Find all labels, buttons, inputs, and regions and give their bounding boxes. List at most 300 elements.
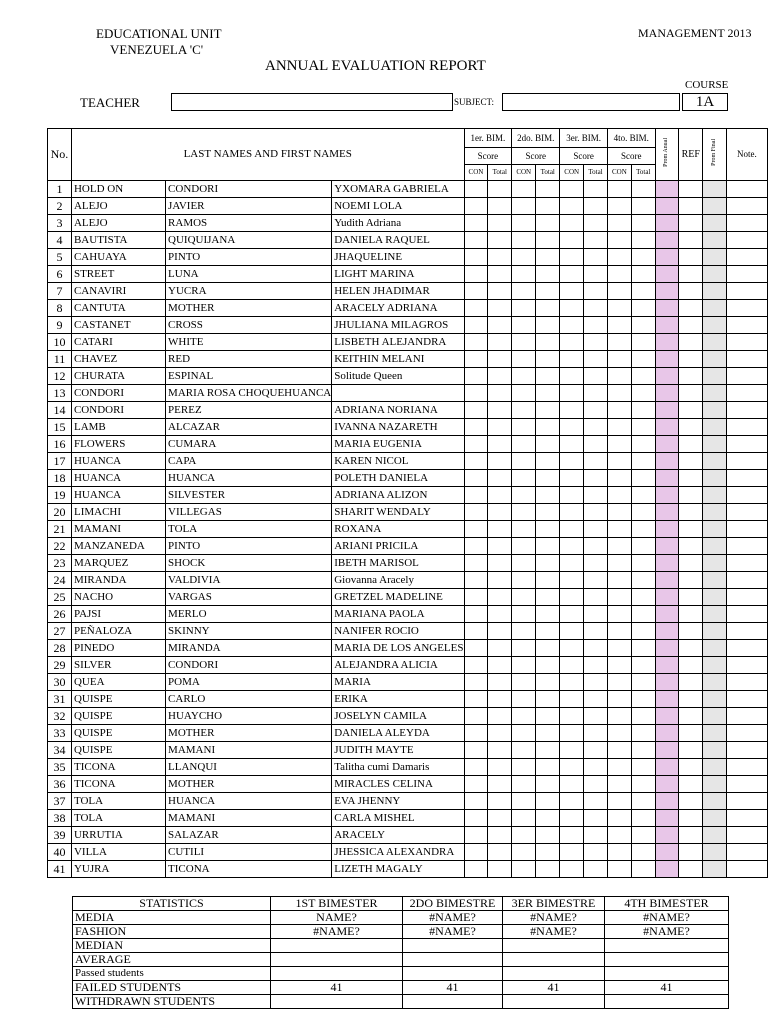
score-cell[interactable] bbox=[512, 691, 536, 708]
ref-cell[interactable] bbox=[679, 215, 703, 232]
score-cell[interactable] bbox=[607, 844, 631, 861]
score-cell[interactable] bbox=[584, 487, 608, 504]
prom-annual-cell[interactable] bbox=[655, 606, 679, 623]
score-cell[interactable] bbox=[464, 232, 488, 249]
prom-annual-cell[interactable] bbox=[655, 504, 679, 521]
score-cell[interactable] bbox=[536, 572, 560, 589]
score-cell[interactable] bbox=[584, 419, 608, 436]
score-cell[interactable] bbox=[536, 810, 560, 827]
score-cell[interactable] bbox=[631, 623, 655, 640]
prom-final-cell[interactable] bbox=[703, 691, 727, 708]
score-cell[interactable] bbox=[488, 844, 512, 861]
prom-final-cell[interactable] bbox=[703, 385, 727, 402]
score-cell[interactable] bbox=[607, 368, 631, 385]
score-cell[interactable] bbox=[560, 521, 584, 538]
score-cell[interactable] bbox=[560, 725, 584, 742]
score-cell[interactable] bbox=[512, 623, 536, 640]
score-cell[interactable] bbox=[464, 198, 488, 215]
score-cell[interactable] bbox=[560, 487, 584, 504]
score-cell[interactable] bbox=[512, 589, 536, 606]
score-cell[interactable] bbox=[488, 266, 512, 283]
score-cell[interactable] bbox=[512, 266, 536, 283]
score-cell[interactable] bbox=[584, 249, 608, 266]
score-cell[interactable] bbox=[488, 742, 512, 759]
score-cell[interactable] bbox=[607, 759, 631, 776]
prom-final-cell[interactable] bbox=[703, 436, 727, 453]
score-cell[interactable] bbox=[512, 810, 536, 827]
prom-final-cell[interactable] bbox=[703, 538, 727, 555]
prom-annual-cell[interactable] bbox=[655, 844, 679, 861]
prom-final-cell[interactable] bbox=[703, 419, 727, 436]
score-cell[interactable] bbox=[607, 198, 631, 215]
prom-annual-cell[interactable] bbox=[655, 640, 679, 657]
note-cell[interactable] bbox=[726, 861, 767, 878]
score-cell[interactable] bbox=[512, 640, 536, 657]
prom-final-cell[interactable] bbox=[703, 844, 727, 861]
course-field[interactable]: 1A bbox=[682, 93, 728, 111]
score-cell[interactable] bbox=[607, 249, 631, 266]
note-cell[interactable] bbox=[726, 844, 767, 861]
score-cell[interactable] bbox=[464, 810, 488, 827]
score-cell[interactable] bbox=[488, 419, 512, 436]
score-cell[interactable] bbox=[607, 674, 631, 691]
ref-cell[interactable] bbox=[679, 300, 703, 317]
prom-final-cell[interactable] bbox=[703, 453, 727, 470]
score-cell[interactable] bbox=[488, 827, 512, 844]
score-cell[interactable] bbox=[631, 368, 655, 385]
score-cell[interactable] bbox=[464, 283, 488, 300]
note-cell[interactable] bbox=[726, 266, 767, 283]
score-cell[interactable] bbox=[536, 742, 560, 759]
score-cell[interactable] bbox=[512, 487, 536, 504]
score-cell[interactable] bbox=[631, 419, 655, 436]
score-cell[interactable] bbox=[560, 640, 584, 657]
score-cell[interactable] bbox=[536, 181, 560, 198]
score-cell[interactable] bbox=[464, 555, 488, 572]
prom-annual-cell[interactable] bbox=[655, 266, 679, 283]
score-cell[interactable] bbox=[536, 861, 560, 878]
prom-annual-cell[interactable] bbox=[655, 198, 679, 215]
note-cell[interactable] bbox=[726, 657, 767, 674]
score-cell[interactable] bbox=[512, 742, 536, 759]
ref-cell[interactable] bbox=[679, 334, 703, 351]
ref-cell[interactable] bbox=[679, 419, 703, 436]
score-cell[interactable] bbox=[584, 402, 608, 419]
score-cell[interactable] bbox=[560, 470, 584, 487]
score-cell[interactable] bbox=[584, 606, 608, 623]
score-cell[interactable] bbox=[607, 521, 631, 538]
score-cell[interactable] bbox=[631, 436, 655, 453]
score-cell[interactable] bbox=[560, 742, 584, 759]
score-cell[interactable] bbox=[607, 708, 631, 725]
score-cell[interactable] bbox=[560, 810, 584, 827]
score-cell[interactable] bbox=[512, 725, 536, 742]
score-cell[interactable] bbox=[464, 725, 488, 742]
score-cell[interactable] bbox=[464, 657, 488, 674]
score-cell[interactable] bbox=[512, 827, 536, 844]
score-cell[interactable] bbox=[536, 623, 560, 640]
prom-final-cell[interactable] bbox=[703, 283, 727, 300]
prom-final-cell[interactable] bbox=[703, 368, 727, 385]
score-cell[interactable] bbox=[464, 538, 488, 555]
score-cell[interactable] bbox=[536, 691, 560, 708]
score-cell[interactable] bbox=[512, 470, 536, 487]
ref-cell[interactable] bbox=[679, 487, 703, 504]
score-cell[interactable] bbox=[584, 793, 608, 810]
score-cell[interactable] bbox=[512, 572, 536, 589]
score-cell[interactable] bbox=[536, 555, 560, 572]
score-cell[interactable] bbox=[584, 181, 608, 198]
ref-cell[interactable] bbox=[679, 742, 703, 759]
score-cell[interactable] bbox=[584, 691, 608, 708]
score-cell[interactable] bbox=[607, 793, 631, 810]
score-cell[interactable] bbox=[631, 232, 655, 249]
score-cell[interactable] bbox=[631, 266, 655, 283]
score-cell[interactable] bbox=[536, 385, 560, 402]
note-cell[interactable] bbox=[726, 300, 767, 317]
score-cell[interactable] bbox=[584, 317, 608, 334]
score-cell[interactable] bbox=[536, 266, 560, 283]
prom-final-cell[interactable] bbox=[703, 470, 727, 487]
score-cell[interactable] bbox=[560, 623, 584, 640]
note-cell[interactable] bbox=[726, 317, 767, 334]
score-cell[interactable] bbox=[536, 793, 560, 810]
score-cell[interactable] bbox=[536, 368, 560, 385]
score-cell[interactable] bbox=[512, 504, 536, 521]
score-cell[interactable] bbox=[560, 606, 584, 623]
score-cell[interactable] bbox=[631, 249, 655, 266]
score-cell[interactable] bbox=[488, 538, 512, 555]
note-cell[interactable] bbox=[726, 198, 767, 215]
score-cell[interactable] bbox=[488, 283, 512, 300]
score-cell[interactable] bbox=[607, 215, 631, 232]
score-cell[interactable] bbox=[560, 300, 584, 317]
score-cell[interactable] bbox=[607, 266, 631, 283]
score-cell[interactable] bbox=[512, 844, 536, 861]
score-cell[interactable] bbox=[584, 708, 608, 725]
score-cell[interactable] bbox=[464, 623, 488, 640]
ref-cell[interactable] bbox=[679, 691, 703, 708]
note-cell[interactable] bbox=[726, 215, 767, 232]
score-cell[interactable] bbox=[607, 300, 631, 317]
score-cell[interactable] bbox=[631, 402, 655, 419]
ref-cell[interactable] bbox=[679, 810, 703, 827]
score-cell[interactable] bbox=[560, 181, 584, 198]
score-cell[interactable] bbox=[488, 300, 512, 317]
note-cell[interactable] bbox=[726, 487, 767, 504]
note-cell[interactable] bbox=[726, 453, 767, 470]
score-cell[interactable] bbox=[488, 776, 512, 793]
note-cell[interactable] bbox=[726, 419, 767, 436]
prom-final-cell[interactable] bbox=[703, 555, 727, 572]
score-cell[interactable] bbox=[536, 351, 560, 368]
score-cell[interactable] bbox=[464, 572, 488, 589]
ref-cell[interactable] bbox=[679, 402, 703, 419]
score-cell[interactable] bbox=[560, 351, 584, 368]
score-cell[interactable] bbox=[464, 521, 488, 538]
score-cell[interactable] bbox=[512, 283, 536, 300]
score-cell[interactable] bbox=[464, 419, 488, 436]
score-cell[interactable] bbox=[560, 283, 584, 300]
prom-annual-cell[interactable] bbox=[655, 181, 679, 198]
ref-cell[interactable] bbox=[679, 283, 703, 300]
note-cell[interactable] bbox=[726, 691, 767, 708]
score-cell[interactable] bbox=[488, 555, 512, 572]
prom-annual-cell[interactable] bbox=[655, 589, 679, 606]
prom-final-cell[interactable] bbox=[703, 521, 727, 538]
score-cell[interactable] bbox=[607, 181, 631, 198]
score-cell[interactable] bbox=[512, 317, 536, 334]
score-cell[interactable] bbox=[464, 402, 488, 419]
note-cell[interactable] bbox=[726, 521, 767, 538]
score-cell[interactable] bbox=[607, 606, 631, 623]
note-cell[interactable] bbox=[726, 810, 767, 827]
score-cell[interactable] bbox=[512, 521, 536, 538]
prom-final-cell[interactable] bbox=[703, 742, 727, 759]
prom-final-cell[interactable] bbox=[703, 181, 727, 198]
ref-cell[interactable] bbox=[679, 198, 703, 215]
score-cell[interactable] bbox=[464, 759, 488, 776]
score-cell[interactable] bbox=[512, 419, 536, 436]
prom-annual-cell[interactable] bbox=[655, 827, 679, 844]
score-cell[interactable] bbox=[464, 776, 488, 793]
note-cell[interactable] bbox=[726, 827, 767, 844]
score-cell[interactable] bbox=[512, 249, 536, 266]
score-cell[interactable] bbox=[536, 521, 560, 538]
score-cell[interactable] bbox=[560, 334, 584, 351]
score-cell[interactable] bbox=[631, 674, 655, 691]
ref-cell[interactable] bbox=[679, 436, 703, 453]
score-cell[interactable] bbox=[584, 368, 608, 385]
teacher-field[interactable] bbox=[171, 93, 453, 111]
prom-annual-cell[interactable] bbox=[655, 555, 679, 572]
ref-cell[interactable] bbox=[679, 181, 703, 198]
note-cell[interactable] bbox=[726, 606, 767, 623]
prom-final-cell[interactable] bbox=[703, 351, 727, 368]
score-cell[interactable] bbox=[584, 844, 608, 861]
score-cell[interactable] bbox=[488, 334, 512, 351]
score-cell[interactable] bbox=[631, 538, 655, 555]
score-cell[interactable] bbox=[488, 351, 512, 368]
note-cell[interactable] bbox=[726, 385, 767, 402]
score-cell[interactable] bbox=[631, 385, 655, 402]
prom-annual-cell[interactable] bbox=[655, 215, 679, 232]
score-cell[interactable] bbox=[464, 215, 488, 232]
prom-annual-cell[interactable] bbox=[655, 453, 679, 470]
score-cell[interactable] bbox=[512, 368, 536, 385]
score-cell[interactable] bbox=[512, 300, 536, 317]
score-cell[interactable] bbox=[488, 810, 512, 827]
score-cell[interactable] bbox=[488, 215, 512, 232]
score-cell[interactable] bbox=[560, 368, 584, 385]
score-cell[interactable] bbox=[584, 674, 608, 691]
score-cell[interactable] bbox=[584, 555, 608, 572]
score-cell[interactable] bbox=[631, 589, 655, 606]
prom-final-cell[interactable] bbox=[703, 674, 727, 691]
score-cell[interactable] bbox=[607, 589, 631, 606]
score-cell[interactable] bbox=[512, 351, 536, 368]
score-cell[interactable] bbox=[560, 555, 584, 572]
score-cell[interactable] bbox=[488, 623, 512, 640]
score-cell[interactable] bbox=[488, 453, 512, 470]
score-cell[interactable] bbox=[631, 861, 655, 878]
score-cell[interactable] bbox=[560, 844, 584, 861]
ref-cell[interactable] bbox=[679, 827, 703, 844]
score-cell[interactable] bbox=[560, 759, 584, 776]
score-cell[interactable] bbox=[607, 810, 631, 827]
score-cell[interactable] bbox=[536, 640, 560, 657]
score-cell[interactable] bbox=[488, 249, 512, 266]
prom-final-cell[interactable] bbox=[703, 827, 727, 844]
prom-annual-cell[interactable] bbox=[655, 436, 679, 453]
score-cell[interactable] bbox=[631, 725, 655, 742]
score-cell[interactable] bbox=[512, 861, 536, 878]
score-cell[interactable] bbox=[607, 470, 631, 487]
score-cell[interactable] bbox=[536, 470, 560, 487]
prom-annual-cell[interactable] bbox=[655, 657, 679, 674]
score-cell[interactable] bbox=[488, 521, 512, 538]
score-cell[interactable] bbox=[631, 708, 655, 725]
prom-annual-cell[interactable] bbox=[655, 402, 679, 419]
score-cell[interactable] bbox=[584, 759, 608, 776]
score-cell[interactable] bbox=[464, 351, 488, 368]
score-cell[interactable] bbox=[488, 232, 512, 249]
score-cell[interactable] bbox=[584, 334, 608, 351]
score-cell[interactable] bbox=[607, 283, 631, 300]
score-cell[interactable] bbox=[464, 793, 488, 810]
score-cell[interactable] bbox=[560, 674, 584, 691]
score-cell[interactable] bbox=[512, 232, 536, 249]
score-cell[interactable] bbox=[584, 640, 608, 657]
score-cell[interactable] bbox=[607, 827, 631, 844]
score-cell[interactable] bbox=[584, 232, 608, 249]
prom-final-cell[interactable] bbox=[703, 725, 727, 742]
score-cell[interactable] bbox=[512, 436, 536, 453]
prom-final-cell[interactable] bbox=[703, 504, 727, 521]
prom-annual-cell[interactable] bbox=[655, 776, 679, 793]
score-cell[interactable] bbox=[464, 181, 488, 198]
score-cell[interactable] bbox=[512, 793, 536, 810]
ref-cell[interactable] bbox=[679, 759, 703, 776]
prom-annual-cell[interactable] bbox=[655, 385, 679, 402]
score-cell[interactable] bbox=[631, 300, 655, 317]
score-cell[interactable] bbox=[631, 827, 655, 844]
score-cell[interactable] bbox=[464, 249, 488, 266]
prom-annual-cell[interactable] bbox=[655, 674, 679, 691]
ref-cell[interactable] bbox=[679, 708, 703, 725]
score-cell[interactable] bbox=[584, 521, 608, 538]
ref-cell[interactable] bbox=[679, 249, 703, 266]
score-cell[interactable] bbox=[488, 861, 512, 878]
score-cell[interactable] bbox=[607, 640, 631, 657]
score-cell[interactable] bbox=[607, 776, 631, 793]
ref-cell[interactable] bbox=[679, 351, 703, 368]
score-cell[interactable] bbox=[607, 742, 631, 759]
prom-annual-cell[interactable] bbox=[655, 742, 679, 759]
prom-final-cell[interactable] bbox=[703, 232, 727, 249]
prom-final-cell[interactable] bbox=[703, 198, 727, 215]
score-cell[interactable] bbox=[584, 385, 608, 402]
ref-cell[interactable] bbox=[679, 555, 703, 572]
score-cell[interactable] bbox=[488, 368, 512, 385]
note-cell[interactable] bbox=[726, 249, 767, 266]
score-cell[interactable] bbox=[560, 657, 584, 674]
score-cell[interactable] bbox=[584, 453, 608, 470]
score-cell[interactable] bbox=[631, 283, 655, 300]
score-cell[interactable] bbox=[512, 334, 536, 351]
prom-final-cell[interactable] bbox=[703, 861, 727, 878]
note-cell[interactable] bbox=[726, 708, 767, 725]
prom-annual-cell[interactable] bbox=[655, 861, 679, 878]
score-cell[interactable] bbox=[536, 487, 560, 504]
prom-annual-cell[interactable] bbox=[655, 487, 679, 504]
score-cell[interactable] bbox=[631, 691, 655, 708]
score-cell[interactable] bbox=[536, 215, 560, 232]
score-cell[interactable] bbox=[464, 589, 488, 606]
score-cell[interactable] bbox=[584, 266, 608, 283]
score-cell[interactable] bbox=[584, 470, 608, 487]
prom-annual-cell[interactable] bbox=[655, 232, 679, 249]
score-cell[interactable] bbox=[536, 674, 560, 691]
score-cell[interactable] bbox=[536, 776, 560, 793]
score-cell[interactable] bbox=[536, 538, 560, 555]
score-cell[interactable] bbox=[536, 708, 560, 725]
ref-cell[interactable] bbox=[679, 606, 703, 623]
score-cell[interactable] bbox=[584, 215, 608, 232]
score-cell[interactable] bbox=[536, 283, 560, 300]
ref-cell[interactable] bbox=[679, 572, 703, 589]
score-cell[interactable] bbox=[607, 402, 631, 419]
score-cell[interactable] bbox=[631, 555, 655, 572]
score-cell[interactable] bbox=[512, 759, 536, 776]
score-cell[interactable] bbox=[560, 538, 584, 555]
ref-cell[interactable] bbox=[679, 317, 703, 334]
score-cell[interactable] bbox=[464, 606, 488, 623]
ref-cell[interactable] bbox=[679, 385, 703, 402]
note-cell[interactable] bbox=[726, 640, 767, 657]
prom-annual-cell[interactable] bbox=[655, 521, 679, 538]
score-cell[interactable] bbox=[560, 385, 584, 402]
score-cell[interactable] bbox=[607, 419, 631, 436]
score-cell[interactable] bbox=[536, 453, 560, 470]
score-cell[interactable] bbox=[607, 351, 631, 368]
score-cell[interactable] bbox=[631, 793, 655, 810]
note-cell[interactable] bbox=[726, 504, 767, 521]
score-cell[interactable] bbox=[488, 725, 512, 742]
prom-annual-cell[interactable] bbox=[655, 249, 679, 266]
score-cell[interactable] bbox=[560, 198, 584, 215]
score-cell[interactable] bbox=[560, 504, 584, 521]
note-cell[interactable] bbox=[726, 674, 767, 691]
prom-annual-cell[interactable] bbox=[655, 538, 679, 555]
score-cell[interactable] bbox=[607, 691, 631, 708]
prom-annual-cell[interactable] bbox=[655, 708, 679, 725]
score-cell[interactable] bbox=[607, 453, 631, 470]
score-cell[interactable] bbox=[631, 317, 655, 334]
score-cell[interactable] bbox=[584, 725, 608, 742]
score-cell[interactable] bbox=[512, 181, 536, 198]
score-cell[interactable] bbox=[607, 623, 631, 640]
score-cell[interactable] bbox=[488, 470, 512, 487]
score-cell[interactable] bbox=[560, 419, 584, 436]
prom-annual-cell[interactable] bbox=[655, 793, 679, 810]
score-cell[interactable] bbox=[512, 198, 536, 215]
ref-cell[interactable] bbox=[679, 640, 703, 657]
score-cell[interactable] bbox=[488, 504, 512, 521]
score-cell[interactable] bbox=[464, 436, 488, 453]
score-cell[interactable] bbox=[464, 742, 488, 759]
score-cell[interactable] bbox=[512, 555, 536, 572]
